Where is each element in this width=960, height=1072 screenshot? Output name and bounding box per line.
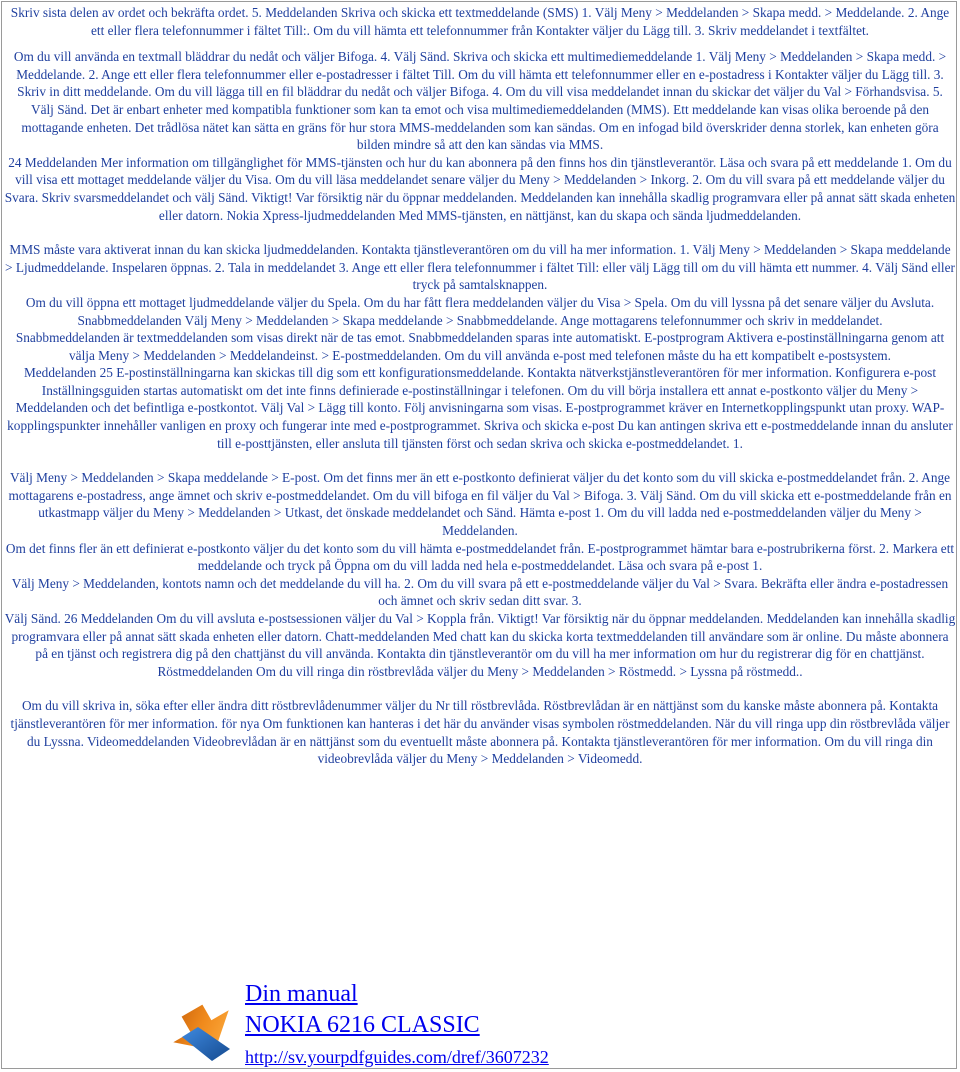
body-paragraph: Snabbmeddelanden är textmeddelanden som visas direkt när de tas emot. Snabbmeddelanden sparas inte automatiskt. E-postprogram Aktivera e-postinställningarna genom att välja Meny > Meddelanden > Meddelandeinst. > E-postmeddelanden. Om du vill använda e-post med telefonen måste du ha ett kompatibelt e-postsystem. [15,330,945,363]
body-paragraph: Välj Meny > Meddelanden > Skapa meddelande > E-post. Om det finns mer än ett e-postkonto definierat väljer du det konto som du vill skicka e-postmeddelandet från. 2. Ange mottagarens e-postadress, ange ämnet och skriv e-postmeddelandet. Om du vill bifoga en fil väljer du Val > Bifoga. 3. Välj Sänd. Om du vill skicka ett e-postmeddelande från en utkastmapp väljer du Meny > Meddelanden > Utkast, det önskade meddelandet och Sänd. Hämta e-post 1. Om du vill ladda ned e-postmeddelanden väljer du Meny > Meddelanden. [8,470,952,539]
body-paragraph: Om du vill använda en textmall bläddrar du nedåt och väljer Bifoga. 4. Välj Sänd. Skriva och skicka ett multimediemeddelande 1. Välj Meny > Meddelanden > Skapa medd. > Meddelande. 2. Ange ett eller flera telefonnummer eller e-postadresser i fältet Till. Om du vill hämta ett telefonnummer eller en e-postadress i Kontakter väljer du Lägg till. 3. [13,49,947,82]
body-paragraph: Om du vill öppna ett mottaget ljudmeddelande väljer du Spela. Om du har fått flera meddelanden väljer du Visa > Spela. Om du vill lyssna på det senare väljer du Avsluta. Snabbmeddelanden Välj Meny > Meddelanden > Skapa meddelande > Snabbmeddelande. Ange mottagarens telefonnummer och skriv in meddelandet. [25,294,935,328]
footer-links [245,979,549,1069]
paragraph-spacer [4,39,956,48]
footer [152,975,852,1069]
download-arrow-logo-icon [152,975,244,1067]
body-paragraph: 24 Meddelanden Mer information om tillgänglighet för MMS-tjänsten och hur du kan abonnera på den finns hos din tjänstleverantör. Läsa och svara på ett meddelande 1. Om du vill visa ett mottaget meddelande väljer du Visa. Om du vill läsa meddelandet senare väljer du Meny > Meddelanden > Inkorg. 2. Om du vill svara på ett meddelande väljer du Svara. Skriv svarsmeddelandet och välj Sänd. Viktigt! Var försiktig när du öppnar meddelanden. Meddelanden kan innehålla skadlig programvara eller på annat sätt skada enheten eller datorn. Nokia Xpress-ljudmeddelanden Med MMS-tjänsten, en nättjänst, kan du skapa och sända ljudmeddelanden. [4,154,956,223]
paragraph-spacer [4,224,956,241]
paragraph-spacer [4,452,956,469]
document-body [4,4,956,768]
model-link[interactable]: NOKIA 6216 CLASSIC [245,1012,480,1038]
pdf-page [1,1,957,1069]
body-paragraph: Skriv in ditt meddelande. Om du vill lägga till en fil bläddrar du nedåt och väljer Bifoga. 4. Om du vill visa meddelandet innan du skickar det väljer du Val > Förhandsvisa. 5. [17,84,943,100]
body-paragraph: Välj Sänd. 26 Meddelanden Om du vill avsluta e-postsessionen väljer du Val > Koppla från. Viktigt! Var försiktig när du öppnar meddelanden. Meddelanden kan innehålla skadlig programvara eller på annat sätt skada enheten eller datorn. Chatt-meddelanden Med chatt kan du skicka korta textmeddelanden till användare som är online. Du måste abonnera på en tjänst och registrera dig på den chattjänst du vill använda. Kontakta din tjänstleverantör om du vill ha mer information om hur du registrerar dig för en chattjänst. Röstmeddelanden Om du vill ringa din röstbrevlåda väljer du Meny > Meddelanden > Röstmedd. > Lyssna på röstmedd.. [4,611,956,679]
manual-link[interactable]: Din manual [245,981,358,1007]
body-paragraph: Skriv sista delen av ordet och bekräfta ordet. 5. Meddelanden Skriva och skicka ett textmeddelande (SMS) 1. Välj Meny > Meddelanden > Skapa medd. > Meddelande. 2. Ange ett eller flera telefonnummer i fältet Till:. Om du vill hämta ett telefonnummer från Kontakter väljer du Lägg till. 3. Skriv meddelandet i textfältet. [10,5,950,38]
paragraph-spacer [4,680,956,697]
body-paragraph: Meddelanden 25 E-postinställningarna kan skickas till dig som ett konfigurationsmeddelande. Kontakta nätverkstjänstleverantören för mer information. Konfigurera e-post Inställningsguiden startas automatiskt om det inte finns definierade e-postinställningar i telefonen. Om du vill börja installera ett annat e-postkonto väljer du Meny > Meddelanden och det befintliga e-postkontot. Välj Val > Lägg till konto. Följ anvisningarna som visas. E-postprogrammet kräver en Internetkopplingspunkt utan proxy. WAP-kopplingspunkter innehåller vanligen en proxy och fungerar inte med e-postprogrammet. Skriva och skicka e-post Du kan antingen skriva ett e-postmeddelande innan du ansluter till e-posttjänsten, eller ansluta till tjänsten först och sedan skriva och skicka e-postmeddelandet. 1. [7,365,953,451]
body-paragraph: Om du vill skriva in, söka efter eller ändra ditt röstbrevlådenummer väljer du Nr till röstbrevlåda. Röstbrevlådan är en nättjänst som du kanske måste abonnera på. Kontakta tjänstleverantören för mer information. för nya Om funktionen kan hanteras i det här du använder visas symbolen röstmeddelanden. När du vill ringa upp din röstbrevlåda väljer du Lyssna. Videomeddelanden Videobrevlådan är en nättjänst som du eventuellt måste abonnera på. Kontakta tjänstleverantören för mer information. Om du vill ringa din videobrevlåda väljer du Meny > Meddelanden > Videomedd. [10,698,950,767]
guide-url-link[interactable]: http://sv.yourpdfguides.com/dref/3607232 [245,1047,549,1067]
body-paragraph: Välj Meny > Meddelanden, kontots namn och det meddelande du vill ha. 2. Om du vill svara på ett e-postmeddelande väljer du Val > Svara. Bekräfta eller ändra e-postadressen och ämnet och skriv sedan ditt svar. 3. [11,575,949,609]
body-paragraph: Välj Sänd. Det är enbart enheter med kompatibla funktioner som kan ta emot och visa multimediemeddelanden (MMS). Ett meddelande kan visas olika beroende på den mottagande enheten. Det trådlösa nätet kan sätta en gräns för hur stora MMS-meddelanden som kan sändas. Om en infogad bild överskrider denna storlek, kan enheten göra bilden mindre så att den kan sändas via MMS. [21,101,939,153]
body-paragraph: Om det finns fler än ett definierat e-postkonto väljer du det konto som du vill hämta e-postmeddelandet från. E-postprogrammet hämtar bara e-postrubrikerna först. 2. Markera ett meddelande och tryck på Öppna om du vill ladda ned hela e-postmeddelandet. Läsa och svara på e-post 1. [5,540,955,574]
body-paragraph: MMS måste vara aktiverat innan du kan skicka ljudmeddelanden. Kontakta tjänstleverantören om du vill ha mer information. 1. Välj Meny > Meddelanden > Skapa meddelande > Ljudmeddelande. Inspelaren öppnas. 2. Tala in meddelandet 3. Ange ett eller flera telefonnummer i fältet Till: eller välj Lägg till om du vill hämta ett nummer. 4. Välj Sänd eller tryck på samtalsknappen. [5,242,955,293]
